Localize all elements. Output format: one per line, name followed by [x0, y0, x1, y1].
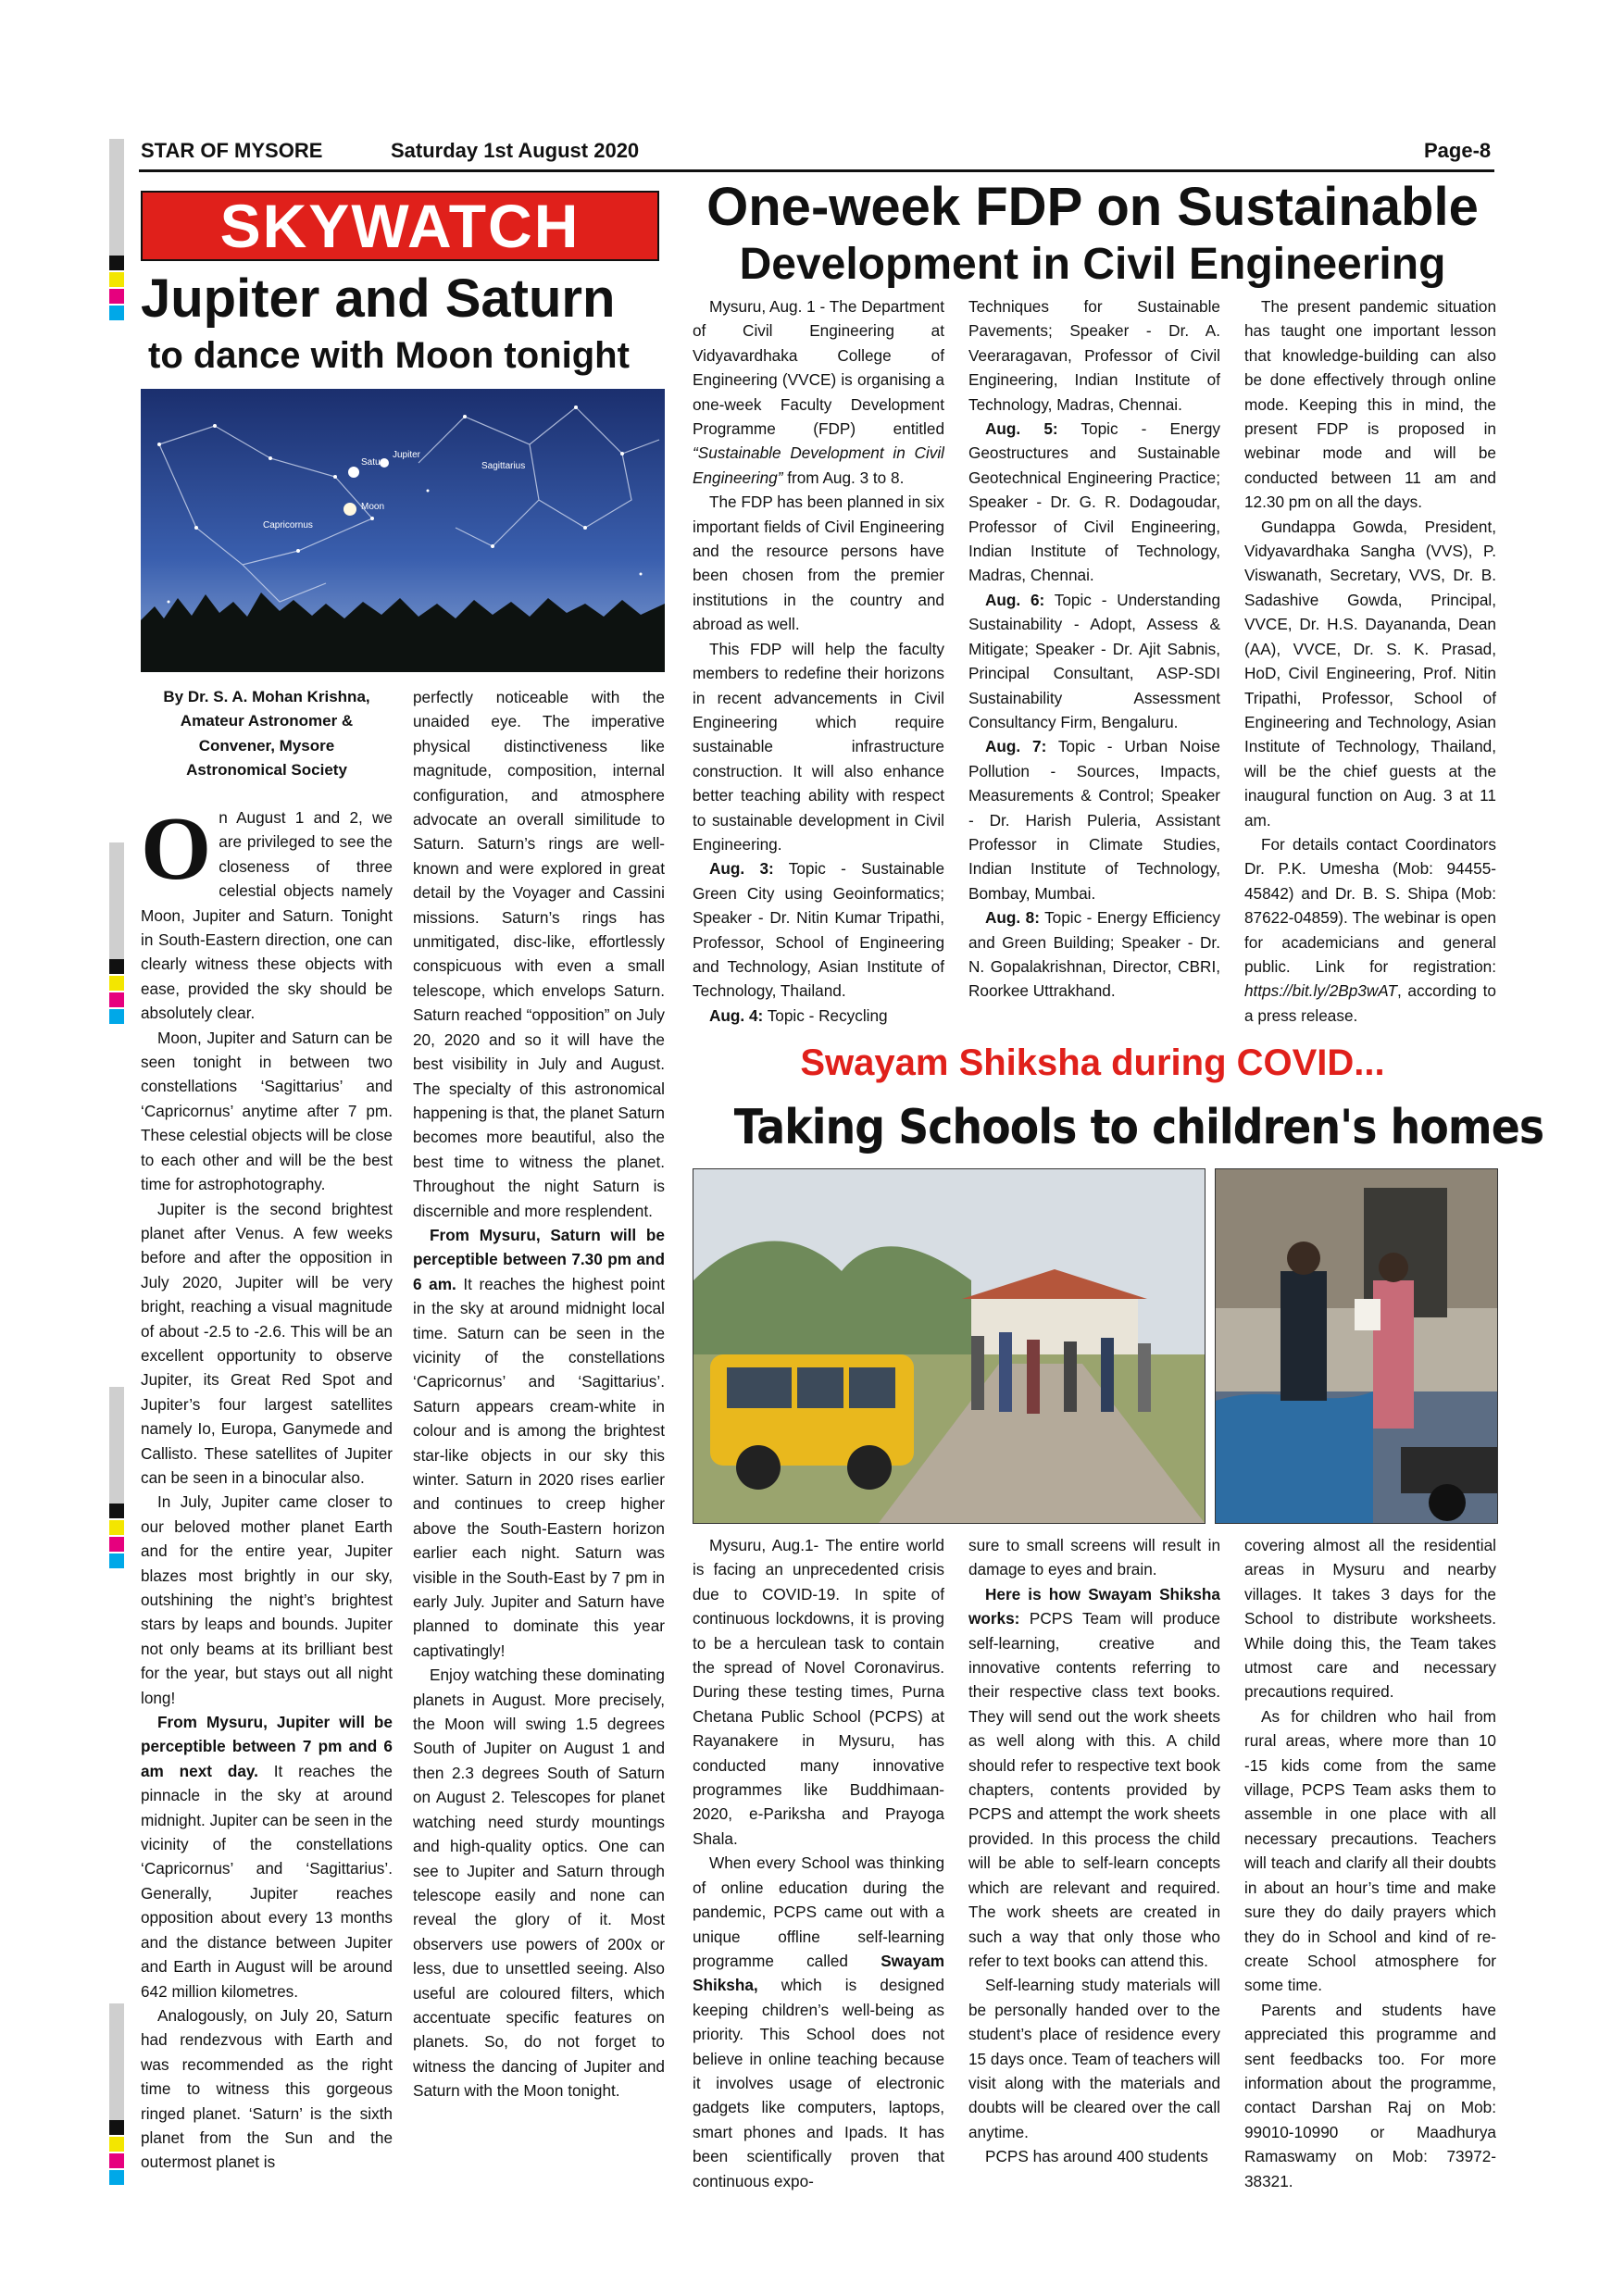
night-sky-photo	[141, 389, 665, 672]
skywatch-banner-text: SKYWATCH	[219, 192, 581, 260]
fdp-paragraph	[693, 1004, 944, 1026]
fdp-paragraph	[693, 294, 944, 490]
reg-mark	[109, 1554, 124, 1568]
swayam-paragraph	[693, 1851, 944, 2193]
skywatch-paragraph: In July, Jupiter came closer to our beloved mother planet Earth and for the entire year, Jupiter blazes most brightly in our sky, outshining the night’s brightest stars by leaps and bounds. Jupiter not only beams at its brilliant best for the year, but stays out all night long!	[141, 1492, 393, 1707]
fdp-paragraph: Gundappa Gowda, President, Vidyavardhaka Sangha (VVS), P. Viswanath, Secretary, VVS, Dr. B. Sadashive Gowda, Principal, VVCE, Dr. H.S. Dayananda, Dean (AA), VVCE, Dr. S. K. Prasad, HoD, Civil Engineering, Prof. Nitin Tripathi, Professor, School of Engineering and Technology, Asian Institute of Technology, Thailand, will be the chief guests at the inaugural function on Aug. 3 at 11 am.	[1244, 517, 1496, 830]
skywatch-paragraph	[141, 1710, 393, 2003]
margin-bar	[109, 1387, 124, 1504]
fdp-column-1	[693, 294, 944, 1026]
paragraph-text: , according to a press release.	[1244, 981, 1496, 1025]
reg-mark	[109, 1009, 124, 1024]
bold-lead: Aug. 8:	[985, 908, 1040, 928]
skywatch-paragraph: Analogously, on July 20, Saturn had rendezvous with Earth and was recommended as the right time to witness this gorgeous ringed planet. ‘Saturn’ is the sixth planet from the Sun and the outermost planet is	[141, 2005, 393, 2172]
school-van-photo	[693, 1168, 1206, 1524]
photo-label-jupiter: Jupiter	[393, 450, 421, 460]
skywatch-headline: Jupiter and Saturn	[141, 268, 616, 329]
skywatch-column-1	[141, 805, 393, 2222]
paragraph-text: It reaches the pinnacle in the sky at around midnight. Jupiter can be seen in the vicinity of the constellations ‘Capricornus’ and ‘Sagittarius’. Generally, Jupiter reaches opposition about every 13 months and the distance between Jupiter and Earth in August will be around 642 million kilometres.	[141, 1761, 393, 2001]
fdp-title-italic: “Sustainable Development in Civil Engineering”	[693, 443, 944, 487]
bold-lead: Swayam Shiksha,	[693, 1951, 944, 1995]
paragraph-text: Topic - Energy Geostructures and Sustainable Geotechnical Engineering Practice; Speaker - Dr. G. R. Dodagoudar, Professor of Civil Engineering, Indian Institute of Technology, Madras, Chennai.	[968, 419, 1220, 585]
paragraph-text: PCPS Team will produce self-learning, creative and innovative contents referring to their respective class text books. They will send out the work sheets as well along with this. A child should refer to respective text book chapters, contents provided by PCPS and attempt the work sheets provided. In this process the child will be able to self-learn concepts which are relevant and required. The work sheets are created in such a way that only those who refer to text books can attend this.	[968, 1609, 1220, 1970]
reg-mark	[109, 256, 124, 270]
paragraph-text: Topic - Urban Noise Pollution - Sources, Impacts, Measurements & Control; Speaker - Dr. Harish Puleria, Assistant Professor in Climate Studies, Indian Institute of Technology, Bombay, Mumbai.	[968, 737, 1220, 903]
swayam-paragraph: Self-learning study materials will be personally handed over to the student’s place of residence every 15 days once. Team of teachers will visit along with the materials and doubts will be cleared over the call anytime.	[968, 1976, 1220, 2141]
swayam-paragraph	[968, 1582, 1220, 1974]
swayam-paragraph: Parents and students have appreciated this programme and sent feedbacks too. For more information about the programme, contact Darshan Raj on Mob: 99010-10990 or Maadhurya Ramaswamy on Mob: 73972-38321.	[1244, 2000, 1496, 2190]
fdp-paragraph: The present pandemic situation has taught one important lesson that knowledge-building can also be done effectively through online mode. Keeping this in mind, the present FDP is proposed in webinar mode and will be conducted between 11 am and 12.30 pm on all the days.	[1244, 297, 1496, 512]
paragraph-text: Topic - Sustainable Green City using Geoinformatics; Speaker - Dr. Nitin Kumar Tripathi, Professor, School of Engineering and Technology, Asian Institute of Technology, Thailand.	[693, 859, 944, 1001]
bold-lead: From Mysuru, Saturn will be perceptible between 7.30 pm and 6 am.	[413, 1225, 665, 1293]
swayam-paragraph: sure to small screens will result in damage to eyes and brain.	[968, 1536, 1220, 1579]
swayam-column-1	[693, 1533, 944, 2227]
fdp-paragraph: The FDP has been planned in six important fields of Civil Engineering and the resource persons have been chosen from the premier institutions in the country and abroad as well.	[693, 493, 944, 634]
reg-mark	[109, 272, 124, 287]
reg-mark	[109, 2137, 124, 2152]
reg-mark	[109, 2153, 124, 2168]
paragraph-text: Mysuru, Aug. 1 - The Department of Civil Engineering at Vidyavardhaka College of Engineering (VVCE) is organising a one-week Faculty Development Programme (FDP) entitled	[693, 297, 944, 439]
margin-bar	[109, 842, 124, 959]
header-rule	[139, 169, 1494, 172]
fdp-paragraph	[968, 588, 1220, 734]
material-handover-photo	[1215, 1168, 1498, 1524]
paragraph-text: from Aug. 3 to 8.	[782, 468, 905, 487]
skywatch-banner	[141, 191, 659, 261]
paragraph-text: For details contact Coordinators Dr. P.K. Umesha (Mob: 94455-45842) and Dr. B. S. Shipa (Mob: 87622-04859). The webinar is open for academicians and general public. Link for registration:	[1244, 834, 1496, 976]
skywatch-column-2	[413, 685, 665, 2222]
reg-mark	[109, 289, 124, 304]
fdp-headline-2: Development in Civil Engineering	[739, 240, 1446, 289]
skywatch-paragraph: Moon, Jupiter and Saturn can be seen tonight in between two constellations ‘Sagittarius’ and ‘Capricornus’ anytime after 7 pm. These celestial objects will be close to each other and will be the best time for astrophotography.	[141, 1028, 393, 1194]
paragraph-text: Topic - Recycling	[763, 1005, 888, 1025]
byline-line: Astronomical Society	[186, 761, 347, 780]
bold-lead: Aug. 3:	[709, 859, 774, 879]
byline-line: Amateur Astronomer &	[180, 712, 354, 730]
fdp-column-3	[1244, 294, 1496, 1026]
bold-lead: Here is how Swayam Shiksha works:	[968, 1584, 1220, 1628]
fdp-paragraph: This FDP will help the faculty members to redefine their horizons in recent advancements in Civil Engineering which require sustainable infrastructure construction. It will also enhance better teaching ability with respect to sustainable development in Civil Engineering.	[693, 639, 944, 854]
skywatch-paragraph: Enjoy watching these dominating planets in August. More precisely, the Moon will swing 1.5 degrees South of Jupiter on August 1 and then 2.3 degrees South of Saturn on August 2. Telescopes for planet watching need sturdy mountings and high-quality optics. One can see to Jupiter and Saturn through telescope easily and none can reveal the glory of it. Most observers use powers of 200x or less, due to unsettled seeing. Also useful are coloured filters, which accentuate specific features on planets. So, do not forget to witness the dancing of Jupiter and Saturn with the Moon tonight.	[413, 1666, 665, 2101]
skywatch-paragraph: n August 1 and 2, we are privileged to see the closeness of three celestial objects namely Moon, Jupiter and Saturn. Tonight in South-Eastern direction, one can clearly witness these objects with ease, provided the sky should be absolutely clear.	[141, 808, 393, 1023]
bold-lead: From Mysuru, Jupiter will be perceptible between 7 pm and 6 am next day.	[141, 1713, 393, 1780]
photo-label-moon: Moon	[361, 502, 385, 512]
byline	[141, 685, 393, 783]
reg-mark	[109, 2170, 124, 2185]
swayam-column-3	[1244, 1533, 1496, 2227]
swayam-column-2	[968, 1533, 1220, 2227]
swayam-paragraph: Mysuru, Aug.1- The entire world is facing an unprecedented crisis due to COVID-19. In spite of continuous lockdowns, it is proving to be a herculean task to contain the spread of Novel Coronavirus. During these testing times, Purna Chetana Public School (PCPS) at Rayanakere in Mysuru, has conducted many innovative programmes like Buddhimaan-2020, e-Pariksha and Prayoga Shala.	[693, 1536, 944, 1848]
fdp-paragraph	[968, 734, 1220, 905]
reg-mark	[109, 1537, 124, 1552]
masthead-name: STAR OF MYSORE	[141, 139, 323, 162]
registration-link[interactable]: https://bit.ly/2Bp3wAT	[1244, 981, 1397, 1001]
skywatch-paragraph: Jupiter is the second brightest planet after Venus. A few weeks before and after the opposition in July 2020, Jupiter will be very bright, reaching a visual magnitude of about -2.5 to -2.6. This will be an excellent opportunity to observe Jupiter, its Great Red Spot and Jupiter’s four largest satellites namely Io, Europa, Ganymede and Callisto. These satellites of Jupiter can be seen in a binocular also.	[141, 1199, 393, 1487]
byline-line: Convener, Mysore	[198, 736, 335, 755]
bold-lead: Aug. 4:	[709, 1005, 764, 1025]
material-handover-illustration	[1216, 1169, 1497, 1523]
fdp-paragraph	[1244, 832, 1496, 1026]
fdp-paragraph	[693, 856, 944, 1003]
fdp-paragraph	[968, 905, 1220, 1004]
paragraph-text: When every School was thinking of online education during the pandemic, PCPS came out with a unique offline self-learning programme called	[693, 1853, 944, 1970]
page-number: Page-8	[1424, 139, 1492, 162]
margin-bar	[109, 139, 124, 256]
swayam-kicker: Swayam Shiksha during COVID...	[800, 1042, 1385, 1083]
issue-date: Saturday 1st August 2020	[391, 139, 640, 162]
bold-lead: Aug. 6:	[985, 590, 1045, 609]
reg-mark	[109, 1504, 124, 1518]
fdp-headline-1: One-week FDP on Sustainable	[706, 177, 1479, 237]
paragraph-text: Topic - Energy Efficiency and Green Building; Speaker - Dr. N. Gopalakrishnan, Director, CBRI, Roorkee Uttrakhand.	[968, 908, 1220, 1001]
paragraph-text: Topic - Understanding Sustainability - Adopt, Assess & Mitigate; Speaker - Dr. Ajit Sabnis, Principal Consultant, ASP-SDI Sustainability Assessment Consultancy Firm, Bengaluru.	[968, 590, 1220, 731]
swayam-paragraph: PCPS has around 400 students	[985, 2147, 1208, 2166]
byline-line: By Dr. S. A. Mohan Krishna,	[163, 688, 370, 705]
skywatch-paragraph	[413, 1223, 665, 1663]
fdp-paragraph	[968, 417, 1220, 588]
photo-label-capricornus: Capricornus	[263, 520, 313, 530]
swayam-headline: Taking Schools to children's homes	[733, 1100, 1544, 1155]
reg-mark	[109, 1520, 124, 1535]
margin-bar	[109, 2003, 124, 2120]
school-van-illustration	[693, 1169, 1205, 1523]
fdp-paragraph: Techniques for Sustainable Pavements; Speaker - Dr. A. Veeraragavan, Professor of Civil Engineering, Indian Institute of Technology, Madras, Chennai.	[968, 297, 1220, 414]
bold-lead: Aug. 7:	[985, 737, 1047, 756]
reg-mark	[109, 992, 124, 1007]
skywatch-paragraph: perfectly noticeable with the unaided eye. The imperative physical distinctiveness like magnitude, composition, internal configuration, and atmosphere advocate an overall similitude to Saturn. Saturn’s rings are well-known and were explored in great detail by the Voyager and Cassini missions. Saturn’s rings has unmitigated, disc-like, effortlessly conspicuous with even a small telescope, which envelops Saturn. Saturn reached “opposition” on July 20, 2020 and so it will have the best visibility in July and August. The specialty of this astronomical happening is that, the planet Saturn becomes more beautiful, also the best time to witness the planet. Throughout the night Saturn is discernible and more resplendent.	[413, 688, 665, 1220]
photo-label-saturn: Saturn	[361, 457, 389, 468]
photo-label-sagittarius: Sagittarius	[481, 461, 526, 471]
reg-mark	[109, 2120, 124, 2135]
swayam-paragraph: covering almost all the residential areas in Mysuru and nearby villages. It takes 3 days for the School to distribute worksheets. While doing this, the Team takes utmost care and necessary precautions required.	[1244, 1536, 1496, 1702]
paragraph-text: which is designed keeping children’s well-being as priority. This School does not believe in online teaching because it involves usage of electronic gadgets like computers, laptops, smart phones and Ipads. It has been scientifically proven that continuous expo-	[693, 1976, 944, 2190]
skywatch-subhead: to dance with Moon tonight	[148, 335, 630, 376]
reg-mark	[109, 306, 124, 320]
bold-lead: Aug. 5:	[985, 419, 1058, 439]
reg-mark	[109, 959, 124, 974]
drop-cap: O	[141, 805, 212, 899]
paragraph-text: It reaches the highest point in the sky at around midnight local time. Saturn can be seen in the vicinity of the constellations ‘Capricornus’ and ‘Sagittarius’. Saturn appears cream-white in colour and is among the brightest star-like objects in our sky this winter. Saturn in 2020 rises earlier and continues to creep higher above the South-Eastern horizon earlier each night. Saturn was visible in the South-East by 7 pm in early July. Jupiter and Saturn have planned to dominate this year captivatingly!	[413, 1274, 665, 1660]
reg-mark	[109, 976, 124, 991]
swayam-paragraph: As for children who hail from rural areas, where more than 10 -15 kids come from the same village, PCPS Team asks them to assemble in one place with all necessary precautions. Teachers will teach and clarify all their doubts in about an hour’s time and make sure they do daily prayers which they do in School and kind of re-create School atmosphere for some time.	[1244, 1706, 1496, 1995]
night-sky-illustration	[141, 389, 665, 672]
fdp-column-2	[968, 294, 1220, 1026]
